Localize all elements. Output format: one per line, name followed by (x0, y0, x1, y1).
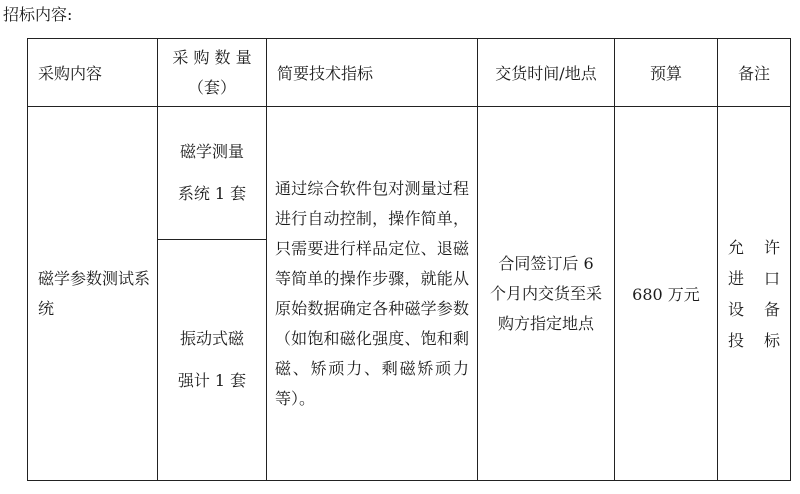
header-row (28, 39, 791, 107)
procurement-content-cell: 磁学参数测试系统 (28, 107, 158, 481)
header-spec: 简要技术指标 (267, 39, 478, 107)
header-quantity (158, 39, 267, 107)
intro-heading: 招标内容: (3, 5, 73, 24)
header-content: 采购内容 (28, 39, 158, 107)
header-note: 备注 (718, 39, 791, 107)
budget-cell: 680 万元 (615, 107, 718, 481)
note-line: 进 口 (728, 268, 780, 288)
delivery-cell: 合同签订后 6 个月内交货至采购方指定地点 (478, 107, 615, 481)
table-row (28, 107, 791, 240)
item-name-line2: 强计 1 套 (177, 371, 247, 390)
header-delivery: 交货时间/地点 (478, 39, 615, 107)
note-line: 允 许 (728, 237, 780, 257)
procurement-table (27, 38, 791, 481)
item-quantity-cell (158, 107, 267, 240)
header-quantity-line2: （套） (187, 77, 236, 97)
header-budget: 预算 (615, 39, 718, 107)
item-quantity-cell (158, 240, 267, 481)
note-line: 投标 (728, 330, 780, 350)
note-line: 设 备 (728, 299, 780, 319)
item-name-line1: 磁学测量 (179, 142, 244, 161)
item-name-line2: 系统 1 套 (177, 184, 247, 203)
item-name-line1: 振动式磁 (179, 329, 244, 348)
header-quantity-line1: 采 购 数 量 (172, 47, 252, 67)
note-cell (718, 107, 791, 481)
tech-spec-cell: 通过综合软件包对测量过程进行自动控制，操作简单，只需要进行样品定位、退磁等简单的操作步骤，就能从原始数据确定各种磁学参数（如饱和磁化强度、饱和剩磁、矫顽力、剩磁矫顽力等）。 (267, 107, 478, 481)
